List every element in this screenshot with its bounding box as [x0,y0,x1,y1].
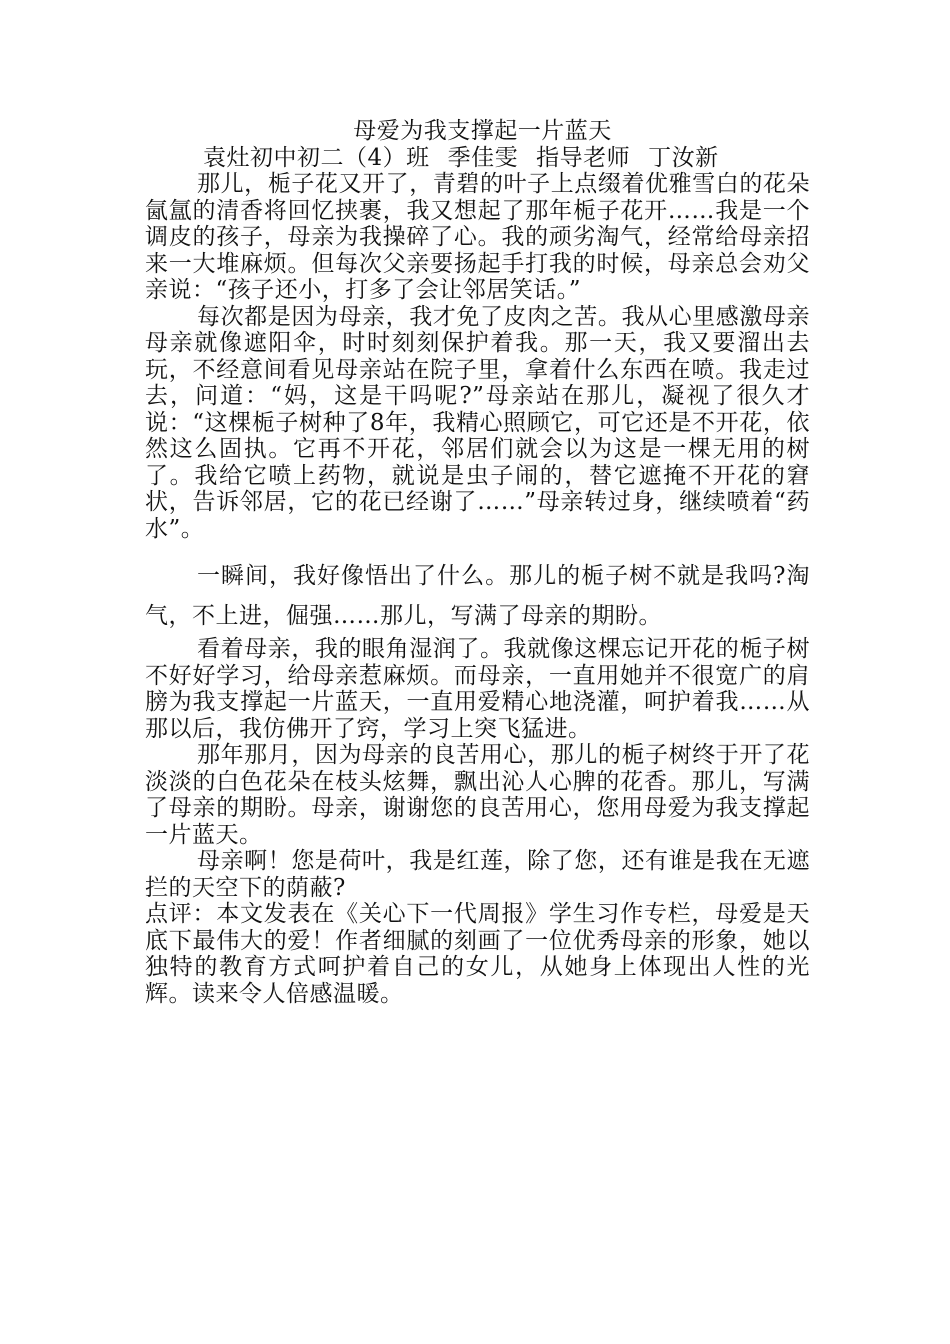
byline-advisor: 丁汝新 [648,144,719,171]
paragraph-1: 那儿，栀子花又开了，青碧的叶子上点缀着优雅雪白的花朵氤氲的清香将回忆挟裹，我又想起了那年栀子花开……我是一个调皮的孩子，母亲为我操碎了心。我的顽劣淘气，经常给母亲招来一大堆麻烦。但每次父亲要扬起手打我的时候，母亲总会劝父亲说：“孩子还小，打多了会让邻居笑话。” [145,171,810,303]
byline-advisor-label: 指导老师 [536,144,631,171]
byline [145,145,810,172]
paragraph-3: 一瞬间，我好像悟出了什么。那儿的栀子树不就是我吗?淘气，不上进，倔强……那儿，写满了母亲的期盼。 [145,563,810,629]
paragraph-6: 母亲啊！您是荷叶，我是红莲，除了您，还有谁是我在无遮拦的天空下的荫蔽? [145,848,810,901]
paragraph-4: 看着母亲，我的眼角湿润了。我就像这棵忘记开花的栀子树不好好学习，给母亲惹麻烦。而母亲，一直用她并不很宽广的肩膀为我支撑起一片蓝天，一直用爱精心地浇灌，呵护着我……从那以后，我仿佛开了窍，学习上突飞猛进。 [145,636,810,742]
document-title: 母爱为我支撑起一片蓝天 [353,118,612,144]
byline-author: 季佳雯 [447,144,519,171]
paragraph-2: 每次都是因为母亲，我才免了皮肉之苦。我从心里感激母亲母亲就像遮阳伞，时时刻刻保护着我。那一天，我又要溜出去玩，不经意间看见母亲站在院子里，拿着什么东西在喷。我走过去，问道：“妈，这是干吗呢?”母亲站在那儿，凝视了很久才说：“这棵栀子树种了8年，我精心照顾它，可它还是不开花，依然这么固执。它再不开花，邻居们就会以为这是一棵无用的树了。我给它喷上药物，就说是虫子闹的，替它遮掩不开花的窘状，告诉邻居，它的花已经谢了……”母亲转过身，继续喷着“药水”。 [145,303,810,542]
byline-class: 袁灶初中初二（4）班 [203,144,430,171]
editor-comment: 点评：本文发表在《关心下一代周报》学生习作专栏，母爱是天底下最伟大的爱！作者细腻的刻画了一位优秀母亲的形象，她以独特的教育方式呵护着自己的女儿，从她身上体现出人性的光辉。读来令人倍感温暖。 [145,901,810,1007]
document-page [145,118,810,1007]
paragraph-5: 那年那月，因为母亲的良苦用心，那儿的栀子树终于开了花淡淡的白色花朵在枝头炫舞，飘出沁人心脾的花香。那儿，写满了母亲的期盼。母亲，谢谢您的良苦用心，您用母爱为我支撑起一片蓝天。 [145,742,810,848]
